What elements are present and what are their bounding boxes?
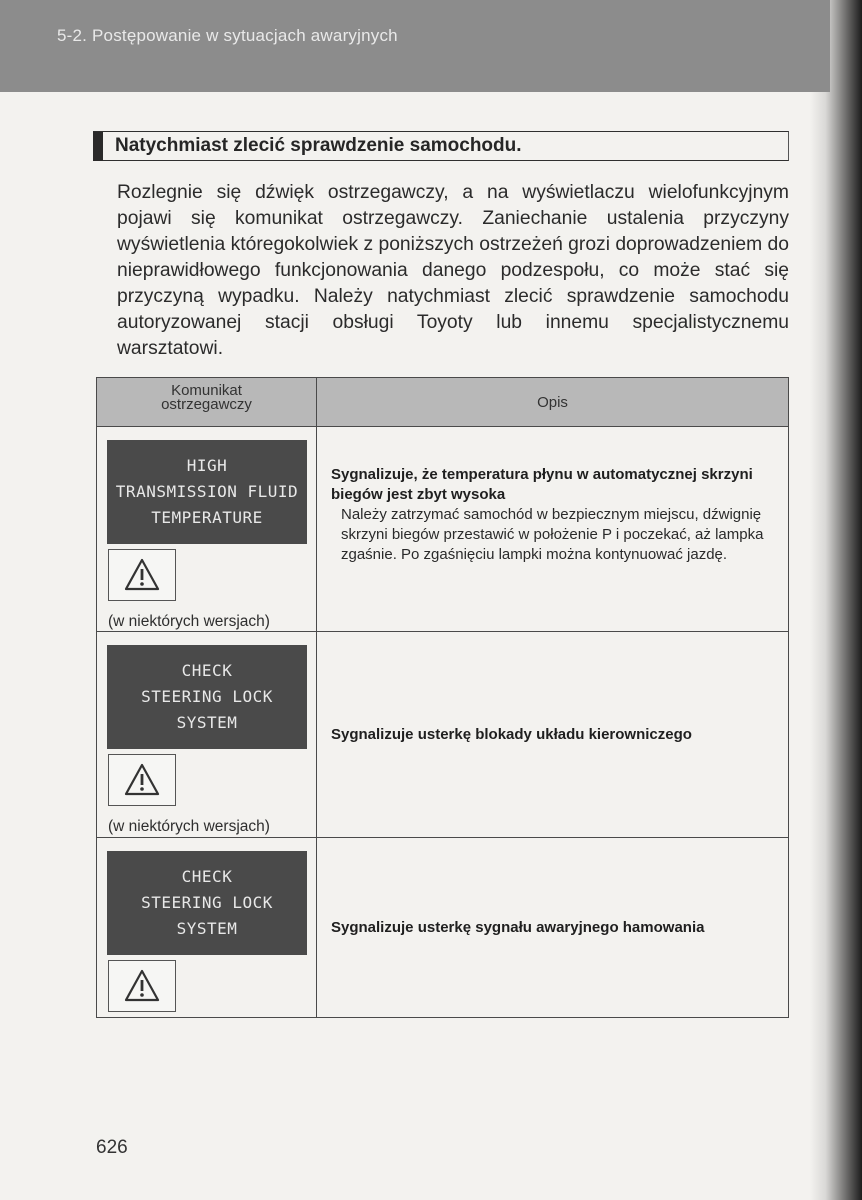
lcd-line: TRANSMISSION FLUID — [115, 482, 299, 501]
header-komunikat-line1: Komunikat — [171, 382, 242, 399]
warning-table — [96, 377, 789, 1018]
lcd-line: TEMPERATURE — [151, 508, 263, 527]
description-cell — [317, 427, 789, 632]
warning-triangle-icon — [108, 960, 176, 1012]
description-title: Sygnalizuje, że temperatura płynu w automatycznej skrzyni biegów jest zbyt wysoka — [331, 466, 753, 503]
section-title: Natychmiast zlecić sprawdzenie samochodu. — [115, 135, 522, 156]
description-cell — [317, 632, 789, 838]
intro-paragraph: Rozlegnie się dźwięk ostrzegawczy, a na wyświetlaczu wielofunkcyjnym pojawi się komunikat ostrzegawczy. Zaniechanie ustalenia przyczyny wyświetlenia któregokolwiek z poniższych ostrzeżeń grozi doprowadzeniem do nieprawidłowego funkcjonowania danego podzespołu, co może stać się przyczyną wypadku. Należy natychmiast zlecić sprawdzenie samochodu autoryzowanej stacji obsługi Toyoty lub innemu specjalistycznemu warsztatowi. — [117, 182, 789, 359]
variant-note: (w niektórych wersjach) — [108, 613, 270, 630]
warning-triangle-icon — [108, 549, 176, 601]
table-row — [97, 838, 789, 1018]
description-cell — [317, 838, 789, 1018]
title-marker-bar — [93, 132, 103, 161]
lcd-line: CHECK — [181, 661, 233, 680]
variant-note: (w niektórych wersjach) — [108, 818, 270, 835]
header-opis: Opis — [317, 378, 789, 427]
description-title: Sygnalizuje usterkę sygnału awaryjnego hamowania — [331, 918, 705, 936]
description-title: Sygnalizuje usterkę blokady układu kierowniczego — [331, 725, 692, 743]
message-cell — [97, 838, 317, 1018]
header-band — [0, 0, 830, 92]
lcd-display — [107, 645, 307, 749]
lcd-line: STEERING LOCK — [141, 893, 273, 912]
lcd-display — [107, 440, 307, 544]
table-row — [97, 427, 789, 632]
lcd-display — [107, 851, 307, 955]
header-komunikat-line2: ostrzegawczy — [161, 396, 252, 413]
section-title-box — [93, 131, 789, 161]
message-cell — [97, 632, 317, 838]
page-number: 626 — [96, 1137, 128, 1158]
message-cell — [97, 427, 317, 632]
header-komunikat — [97, 378, 317, 427]
lcd-line: SYSTEM — [176, 713, 238, 732]
warning-triangle-icon — [108, 754, 176, 806]
section-header: 5-2. Postępowanie w sytuacjach awaryjnych — [57, 26, 398, 45]
table-row — [97, 632, 789, 838]
lcd-line: CHECK — [181, 867, 233, 886]
lcd-line: SYSTEM — [176, 919, 238, 938]
lcd-line: STEERING LOCK — [141, 687, 273, 706]
description-detail: Należy zatrzymać samochód w bezpiecznym miejscu, dźwignię skrzyni biegów przestawić w położenie P i poczekać, aż lampka zgaśnie. Po zgaśnięciu lampki można kontynuować jazdę. — [341, 506, 764, 563]
page-spine-shadow — [810, 0, 862, 1200]
lcd-line: HIGH — [186, 456, 228, 475]
table-header-row — [97, 378, 789, 427]
